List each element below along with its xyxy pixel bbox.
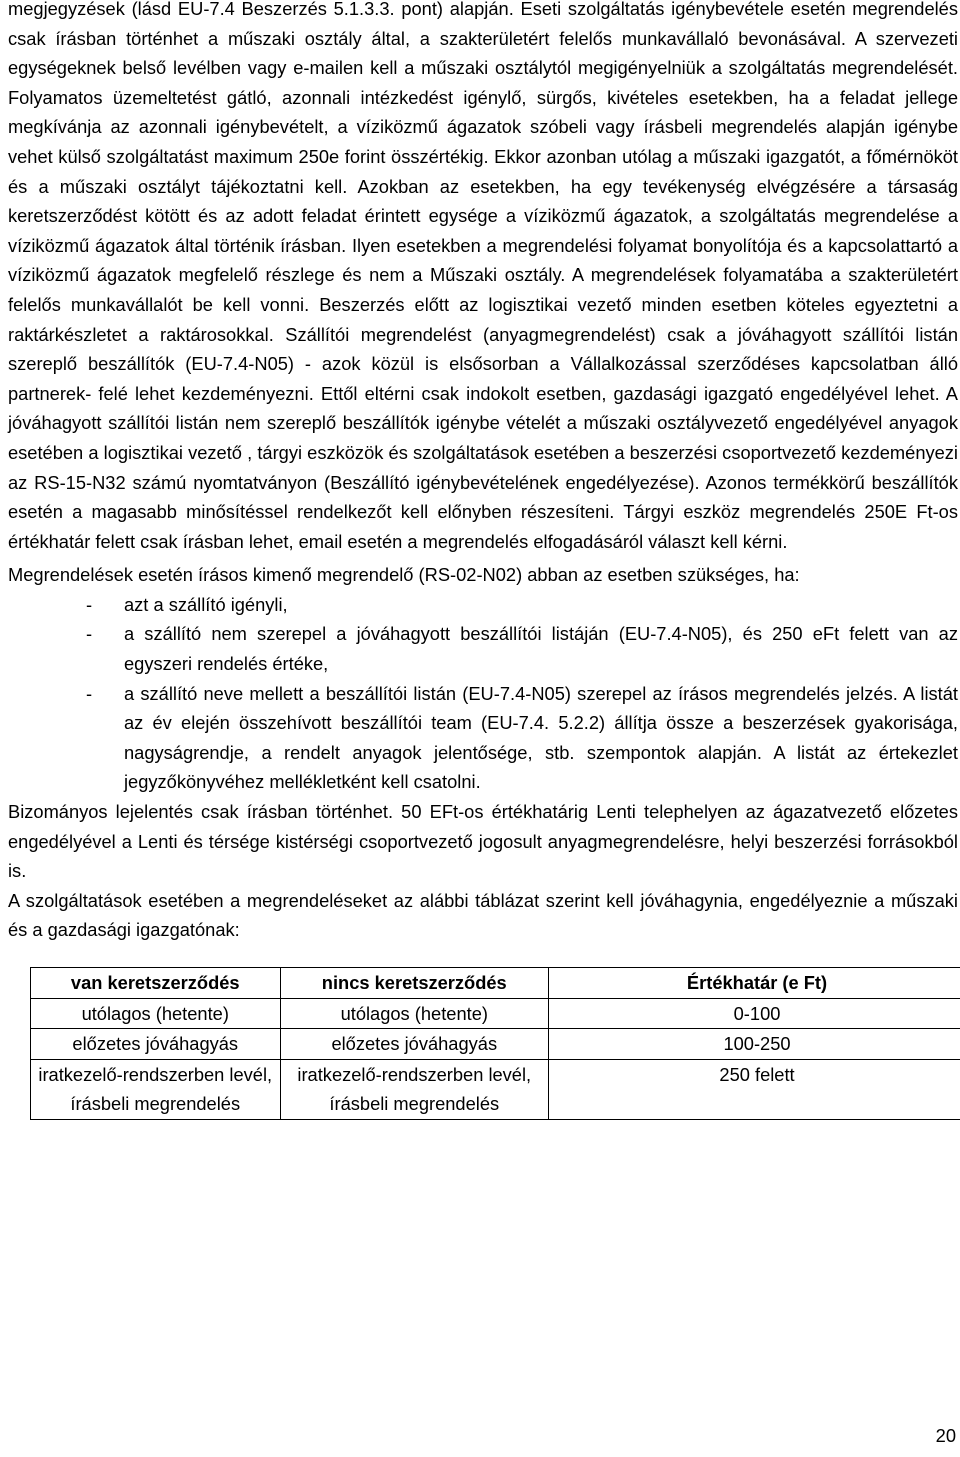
table-cell: 0-100 [549, 998, 960, 1029]
table-cell: 100-250 [549, 1029, 960, 1060]
list-item [8, 679, 958, 797]
paragraph-written-order-conditions: Megrendelések esetén írásos kimenő megrendelő (RS-02-N02) abban az esetben szükséges, ha: [8, 564, 800, 586]
table-cell: iratkezelő-rendszerben levél, írásbeli megrendelés [280, 1059, 549, 1119]
paragraph-commission-reporting: Bizományos lejelentés csak írásban történhet. 50 EFt-os értékhatárig Lenti telephelyen az ágazatvezető előzetes engedélyével a Lenti és térsége kistérségi csoportvezető jogosult anyagmegrendelésre, helyi beszerzési forrásokból is. [8, 801, 958, 882]
header-with-framework: van keretszerződés [31, 968, 281, 999]
table-cell: előzetes jóváhagyás [280, 1029, 549, 1060]
approval-table-wrapper [30, 967, 958, 1120]
table-cell: iratkezelő-rendszerben levél, írásbeli megrendelés [31, 1059, 281, 1119]
document-page [8, 0, 958, 1120]
table-header-row [31, 968, 960, 999]
dash-bullet: - [86, 593, 93, 615]
dash-bullet: - [86, 682, 93, 704]
list-item-text: a szállító neve mellett a beszállítói listán (EU-7.4-N05) szerepel az írásos megrendelés jelzés. A listát az év elején összehívott beszállítói team (EU-7.4. 5.2.2) állítja össze a beszerzések gyakorisága, nagyságrendje, a rendelt anyagok jelentősége, stb. szempontok alapján. A listát az értekezlet jegyzőkönyvéhez mellékletként kell csatolni. [124, 682, 958, 793]
conditions-list [8, 590, 958, 797]
table-cell: utólagos (hetente) [280, 998, 549, 1029]
header-value-limit: Értékhatár (e Ft) [549, 968, 960, 999]
list-item-text: azt a szállító igényli, [124, 593, 288, 615]
table-row [31, 998, 960, 1029]
table-row [31, 1059, 960, 1119]
dash-bullet: - [86, 623, 93, 645]
table-cell: 250 felett [549, 1059, 960, 1119]
table-row [31, 1029, 960, 1060]
list-item-text: a szállító nem szerepel a jóváhagyott beszállítói listáján (EU-7.4-N05), és 250 eFt felett van az egyszeri rendelés értéke, [124, 623, 958, 675]
page-number: 20 [935, 1425, 956, 1446]
paragraph-service-ordering: megjegyzések (lásd EU-7.4 Beszerzés 5.1.3.3. pont) alapján. Eseti szolgáltatás igénybevétele esetén megrendelés csak írásban történhet a műszaki osztály által, a szakterületért felelős munkavállaló bevonásával. A szervezeti egységeknek belső levélben vagy e-mailen kell a műszaki osztálytól megigényelniük a szolgáltatás megrendelését. Folyamatos üzemeltetést gátló, azonnali intézkedést igénylő, sürgős, kivételes esetekben, ha a feladat jellege megkívánja az azonnali igénybevételt, a víziközmű ágazatok szóbeli vagy írásbeli megrendelés alapján igénybe vehet külső szolgáltatást maximum 250e forint összértékig. Ekkor azonban utólag a műszaki igazgatót, a főmérnököt és a műszaki osztályt tájékoztatni kell. Azokban az esetekben, ha egy tevékenység elvégzésére a társaság keretszerződést kötött és az adott feladat érintett egysége a víziközmű ágazatok, a szolgáltatás megrendelése a víziközmű ágazatok által történik írásban. Ilyen esetekben a megrendelési folyamat bonyolítója és a kapcsolattartó a víziközmű ágazatok megfelelő részlege és nem a Műszaki osztály. A megrendelések folyamatába a szakterületért felelős munkavállalót be kell vonni. Beszerzés előtt az logisztikai vezető minden esetben köteles egyeztetni a raktárkészletet a raktárosokkal. Szállítói megrendelést (anyagmegrendelést) csak a jóváhagyott szállítói listán szereplő beszállítók (EU-7.4-N05) - azok közül is elsősorban a Vállalkozással szerződéses kapcsolatban álló partnerek- felé lehet kezdeményezni. Ettől eltérni csak indokolt esetben, gazdasági igazgató engedélyével lehet. A jóváhagyott szállítói listán nem szereplő beszállítók igénybe vételét a műszaki osztályvezető engedélyével anyagok esetében a logisztikai vezető , tárgyi eszközök és szolgáltatások esetében a beszerzési csoportvezető kezdeményezi az RS-15-N32 számú nyomtatványon (Beszállító igénybevételének engedélyezése). Azonos termékkörű beszállítók esetén a magasabb minősítéssel rendelkezőt kell előnyben részesíteni. Tárgyi eszköz megrendelés 250E Ft-os értékhatár felett csak írásban lehet, email esetén a megrendelés elfogadásáról választ kell kérni. [8, 0, 958, 552]
table-cell: utólagos (hetente) [31, 998, 281, 1029]
approval-table [30, 967, 960, 1120]
paragraph-services-approval: A szolgáltatások esetében a megrendeléseket az alábbi táblázat szerint kell jóváhagynia, engedélyeznie a műszaki és a gazdasági igazgatónak: [8, 889, 958, 941]
header-without-framework: nincs keretszerződés [280, 968, 549, 999]
list-item [8, 590, 958, 620]
table-cell: előzetes jóváhagyás [31, 1029, 281, 1060]
list-item [8, 619, 958, 678]
